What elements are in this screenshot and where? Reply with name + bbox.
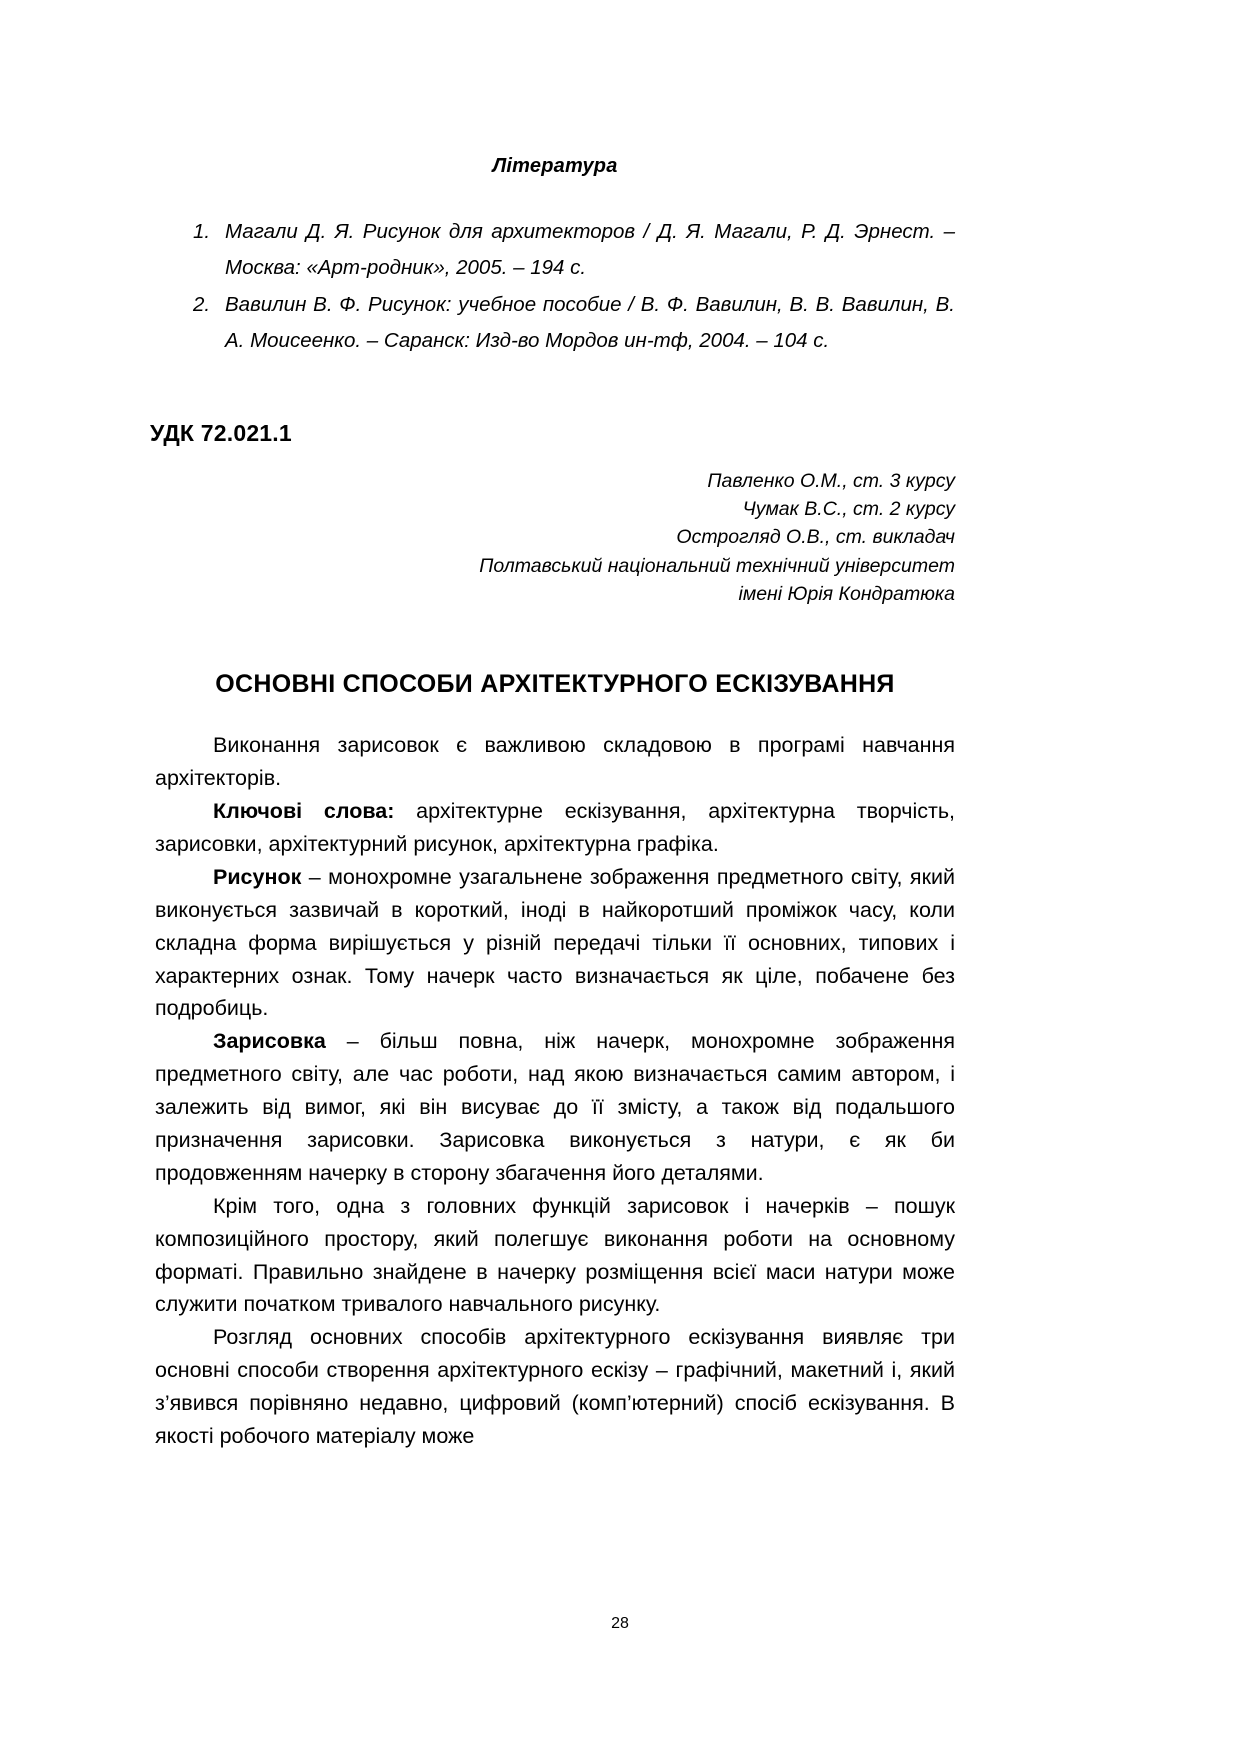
- reference-number: 1.: [193, 220, 211, 243]
- paragraph: [155, 1190, 955, 1322]
- paragraph-text: – монохромне узагальнене зображення предметного світу, який виконується зазвичай в короткий, іноді в найкоротший проміжок часу, коли складна форма вирішується у різній передачі тільки її основних, типових і характерних ознак. Тому начерк часто визначається як ціле, побачене без подробиць.: [155, 864, 955, 1021]
- author-line: Острогляд О.В., ст. викладач: [676, 526, 955, 549]
- page-title: ОСНОВНІ СПОСОБИ АРХІТЕКТУРНОГО ЕСКІЗУВАННЯ: [215, 670, 895, 699]
- paragraph-text: – більш повна, ніж начерк, монохромне зображення предметного світу, але час роботи, над якою визначається самим автором, і залежить від вимог, які він висуває до її змісту, а також від подальшого призначення зарисовки. Зарисовка виконується з натури, є як би продовженням начерку в сторону збагачення його деталями.: [155, 1029, 955, 1185]
- author-line: Павленко О.М., ст. 3 курсу: [707, 469, 955, 492]
- paragraph: [155, 795, 955, 861]
- paragraph: [155, 729, 955, 795]
- references-heading: Література: [492, 155, 618, 177]
- paragraph: [155, 1321, 955, 1453]
- paragraph-lead: Рисунок: [213, 864, 302, 889]
- paragraph: [155, 861, 955, 1025]
- reference-text: Магали Д. Я. Рисунок для архитекторов / Д. Я. Магали, Р. Д. Эрнест. – Москва: «Арт-родник», 2005. – 194 с.: [225, 220, 955, 280]
- author-block: [155, 467, 955, 608]
- page-number: 28: [611, 1615, 629, 1632]
- paragraph-lead: Ключові слова:: [213, 799, 395, 824]
- paragraph: [155, 1025, 955, 1189]
- reference-number: 2.: [193, 292, 211, 316]
- list-item: [155, 214, 955, 287]
- reference-text: Вавилин В. Ф. Рисунок: учебное пособие / В. Ф. Вавилин, В. В. Вавилин, В. А. Моисеенко. – Саранск: Изд-во Мордов ин-тф, 2004. – 104 с.: [225, 292, 955, 353]
- udk-code: УДК 72.021.1: [150, 419, 292, 446]
- paragraph-lead: Зарисовка: [213, 1029, 326, 1054]
- page-content: [150, 0, 955, 1453]
- affiliation-line: Полтавський національний технічний університет: [479, 554, 955, 577]
- paragraph-text: архітектурне ескізування, архітектурна творчість, зарисовки, архітектурний рисунок, архітектурна графіка.: [155, 799, 955, 856]
- paragraph-text: Крім того, одна з головних функцій зарисовок і начерків – пошук композиційного простору, який полегшує виконання роботи на основному форматі. Правильно знайдене в начерку розміщення всієї маси натури може служити початком тривалого навчального рисунку.: [155, 1193, 955, 1317]
- list-item: [155, 287, 955, 360]
- references-list: [155, 214, 955, 360]
- author-line: Чумак В.С., ст. 2 курсу: [742, 498, 955, 521]
- paragraph-text: Розгляд основних способів архітектурного ескізування виявляє три основні способи створення архітектурного ескізу – графічний, макетний і, який з’явився порівняно недавно, цифровий (комп’ютерний) спосіб ескізування. В якості робочого матеріалу може: [155, 1325, 955, 1448]
- affiliation-line: імені Юрія Кондратюка: [738, 583, 955, 605]
- article-body: [155, 729, 955, 1453]
- paragraph-text: Виконання зарисовок є важливою складовою в програмі навчання архітекторів.: [155, 733, 955, 791]
